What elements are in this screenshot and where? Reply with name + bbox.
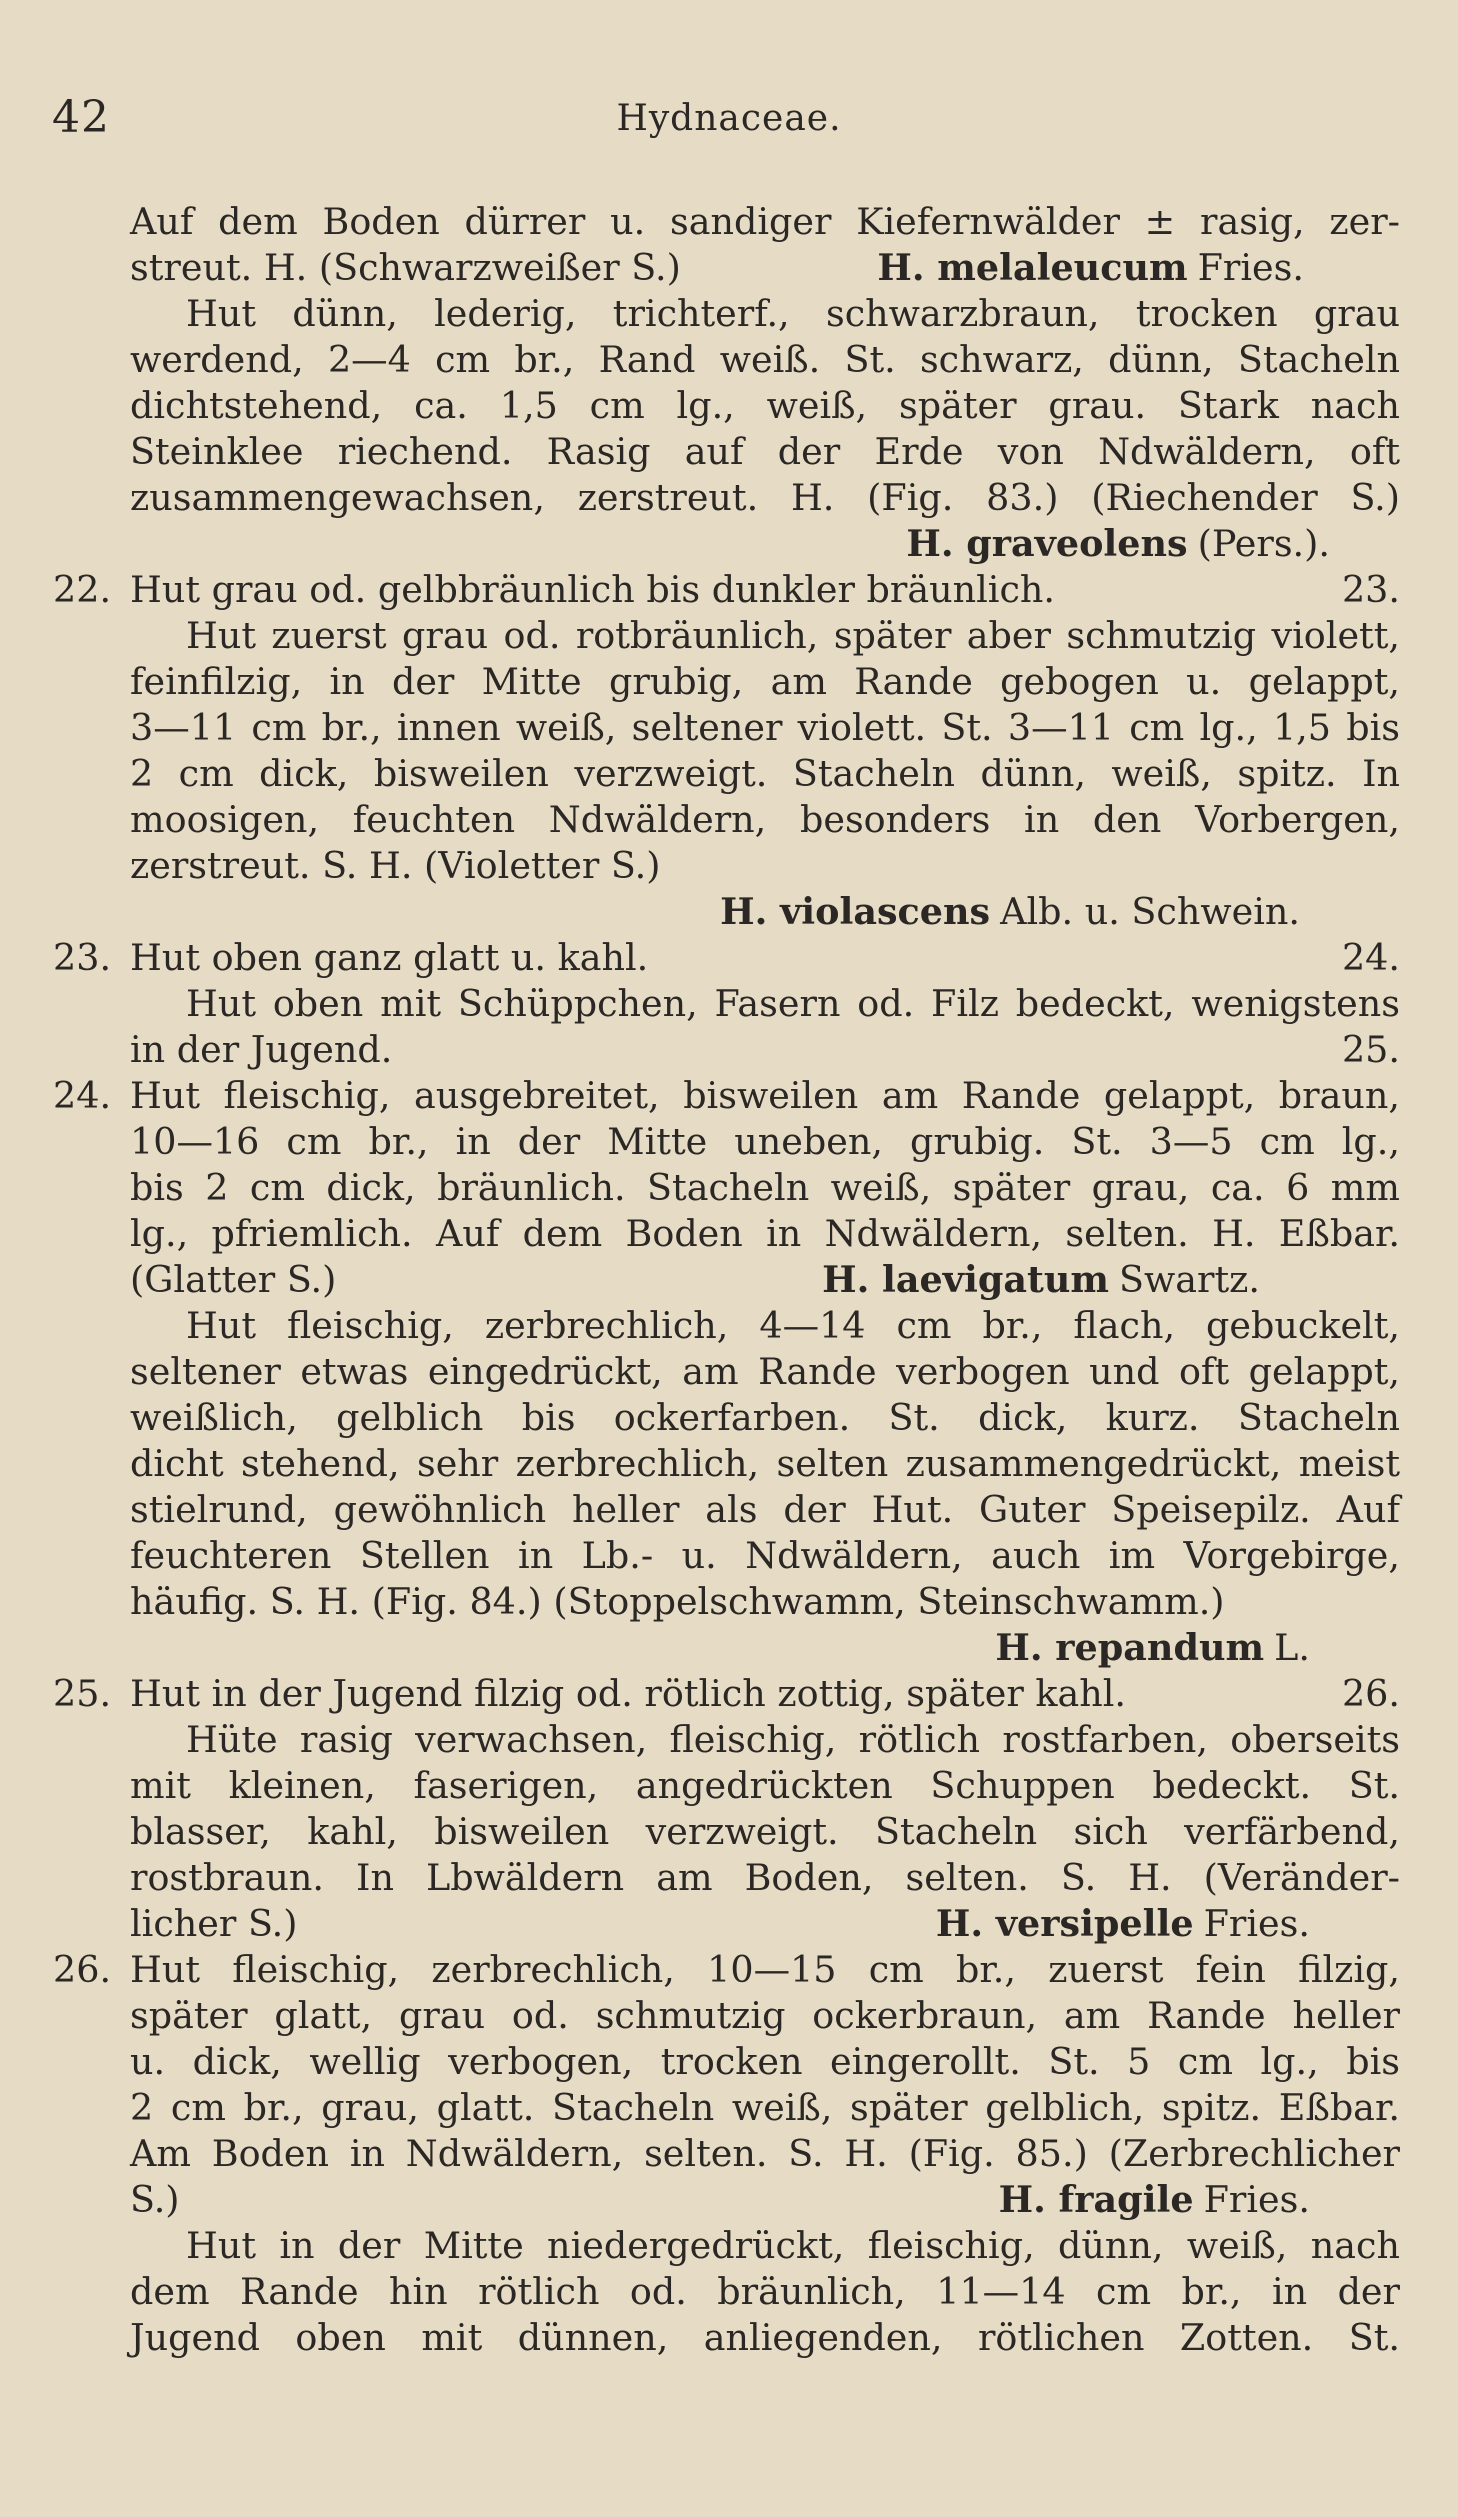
text-line: 2 cm dick, bisweilen verzweigt. Stacheln dünn, weiß, spitz. In <box>130 752 1400 795</box>
text-line <box>130 1625 1400 1671</box>
species-name: H. laevigatum <box>822 1258 1110 1301</box>
species-author: Fries. <box>1197 246 1304 289</box>
text-line: lg., pfriemlich. Auf dem Boden in Ndwäldern, selten. H. Eßbar. <box>130 1212 1400 1255</box>
text-line: (Glatter S.) H. laevigatum Swartz. <box>130 1258 1260 1301</box>
couplet-number: 23. <box>53 936 112 979</box>
text-line: Steinklee riechend. Rasig auf der Erde von Ndwäldern, oft <box>130 430 1400 473</box>
text-line: dicht stehend, sehr zerbrechlich, selten zusammengedrückt, meist <box>130 1442 1400 1485</box>
species-author: Swartz. <box>1119 1258 1260 1301</box>
text-line: dem Rande hin rötlich od. bräunlich, 11—14 cm br., in der <box>130 2270 1400 2313</box>
text-line: mit kleinen, faserigen, angedrückten Schuppen bedeckt. St. <box>130 1764 1400 1807</box>
text-line: streut. H. (Schwarzweißer S.) H. melaleucum Fries. <box>130 246 1304 289</box>
text-line: Hut oben mit Schüppchen, Fasern od. Filz bedeckt, wenigstens <box>186 982 1400 1025</box>
text-line <box>130 521 1400 567</box>
page-number: 42 <box>52 92 110 143</box>
text-line: rostbraun. In Lbwäldern am Boden, selten. S. H. (Veränder- <box>130 1856 1400 1899</box>
text-line: zerstreut. S. H. (Violetter S.) <box>130 844 661 887</box>
text-line: dichtstehend, ca. 1,5 cm lg., weiß, später grau. Stark nach <box>130 384 1400 427</box>
page-header <box>50 92 1408 152</box>
text-line: stielrund, gewöhnlich heller als der Hut. Guter Speisepilz. Auf <box>130 1488 1400 1531</box>
text-line: Hut grau od. gelbbräunlich bis dunkler bräunlich. 23. <box>130 568 1400 611</box>
couplet-number: 22. <box>53 568 112 611</box>
text-line: 2 cm br., grau, glatt. Stacheln weiß, später gelblich, spitz. Eßbar. <box>130 2086 1400 2129</box>
species-name: H. graveolens <box>906 522 1188 565</box>
text-line: 3—11 cm br., innen weiß, seltener violett. St. 3—11 cm lg., 1,5 bis <box>130 706 1400 749</box>
text-line: S.) H. fragile Fries. <box>130 2178 1310 2221</box>
text-line: licher S.) H. versipelle Fries. <box>130 1902 1310 1945</box>
text-line: in der Jugend. 25. <box>130 1028 1400 1071</box>
text-line: blasser, kahl, bisweilen verzweigt. Stacheln sich verfärbend, <box>130 1810 1400 1853</box>
text-line: u. dick, wellig verbogen, trocken eingerollt. St. 5 cm lg., bis <box>130 2040 1400 2083</box>
text-line: weißlich, gelblich bis ockerfarben. St. dick, kurz. Stacheln <box>130 1396 1400 1439</box>
species-name: H. versipelle <box>935 1902 1194 1945</box>
species-name: H. fragile <box>998 2178 1194 2221</box>
text-line: Hut fleischig, ausgebreitet, bisweilen am Rande gelappt, braun, <box>130 1074 1400 1117</box>
species-name: H. repandum <box>995 1626 1265 1669</box>
text-line: Hut oben ganz glatt u. kahl. 24. <box>130 936 1400 979</box>
text-line: Hut fleischig, zerbrechlich, 10—15 cm br., zuerst fein filzig, <box>130 1948 1400 1991</box>
text-line: zusammengewachsen, zerstreut. H. (Fig. 83.) (Riechender S.) <box>130 476 1400 519</box>
text-line: Auf dem Boden dürrer u. sandiger Kiefernwälder ± rasig, zer- <box>130 200 1400 243</box>
couplet-number: 25. <box>53 1672 112 1715</box>
text-line: bis 2 cm dick, bräunlich. Stacheln weiß, später grau, ca. 6 mm <box>130 1166 1400 1209</box>
couplet-reference: 26. <box>1341 1672 1400 1715</box>
text-line: Hut in der Mitte niedergedrückt, fleischig, dünn, weiß, nach <box>186 2224 1400 2267</box>
text-line: seltener etwas eingedrückt, am Rande verbogen und oft gelappt, <box>130 1350 1400 1393</box>
text-line: feuchteren Stellen in Lb.- u. Ndwäldern, auch im Vorgebirge, <box>130 1534 1400 1577</box>
text-line <box>130 889 1400 935</box>
text-line: Hut in der Jugend filzig od. rötlich zottig, später kahl. 26. <box>130 1672 1400 1715</box>
text-line: später glatt, grau od. schmutzig ockerbraun, am Rande heller <box>130 1994 1400 2037</box>
text-line: werdend, 2—4 cm br., Rand weiß. St. schwarz, dünn, Stacheln <box>130 338 1400 381</box>
couplet-reference: 25. <box>1341 1028 1400 1071</box>
species-author: Fries. <box>1203 2178 1310 2221</box>
running-head: Hydnaceae. <box>616 98 842 139</box>
text-line: Hüte rasig verwachsen, fleischig, rötlich rostfarben, oberseits <box>186 1718 1400 1761</box>
couplet-number: 24. <box>53 1074 112 1117</box>
couplet-reference: 23. <box>1341 568 1400 611</box>
species-author: (Pers.). <box>1197 522 1330 565</box>
couplet-number: 26. <box>53 1948 112 1991</box>
species-author: Fries. <box>1203 1902 1310 1945</box>
species-author: Alb. u. Schwein. <box>1000 890 1300 933</box>
text-line: Am Boden in Ndwäldern, selten. S. H. (Fig. 85.) (Zerbrechlicher <box>130 2132 1400 2175</box>
species-author: L. <box>1274 1626 1310 1669</box>
text-line: Jugend oben mit dünnen, anliegenden, rötlichen Zotten. St. <box>130 2316 1400 2359</box>
text-line: häufig. S. H. (Fig. 84.) (Stoppelschwamm, Steinschwamm.) <box>130 1580 1225 1623</box>
text-line: moosigen, feuchten Ndwäldern, besonders in den Vorbergen, <box>130 798 1400 841</box>
species-name: H. violascens <box>720 890 991 933</box>
couplet-reference: 24. <box>1341 936 1400 979</box>
text-line: Hut fleischig, zerbrechlich, 4—14 cm br., flach, gebuckelt, <box>186 1304 1400 1347</box>
species-name: H. melaleucum <box>877 246 1188 289</box>
text-line: feinfilzig, in der Mitte grubig, am Rande gebogen u. gelappt, <box>130 660 1400 703</box>
text-line: 10—16 cm br., in der Mitte uneben, grubig. St. 3—5 cm lg., <box>130 1120 1400 1163</box>
text-line: Hut dünn, lederig, trichterf., schwarzbraun, trocken grau <box>186 292 1400 335</box>
text-line: Hut zuerst grau od. rotbräunlich, später aber schmutzig violett, <box>186 614 1400 657</box>
